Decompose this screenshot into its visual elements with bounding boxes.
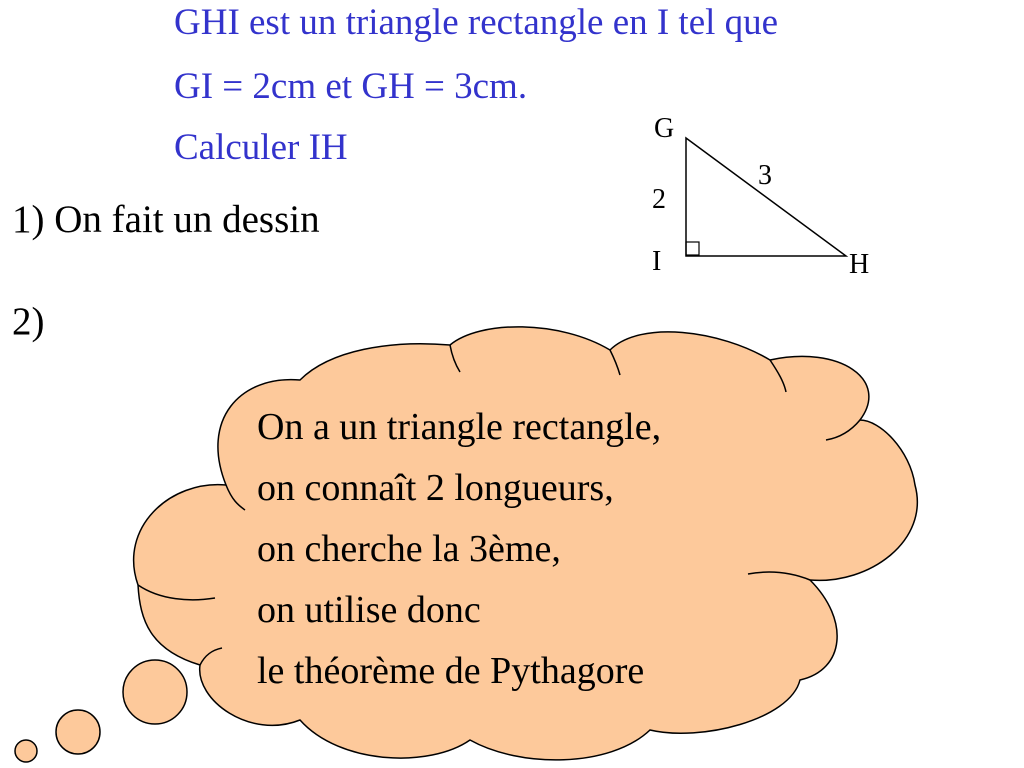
triangle-outline [686,138,846,256]
bubble-text-line-4: on utilise donc [257,589,481,631]
thought-bubble-dot-small [15,740,37,762]
side-label-gh: 3 [758,160,772,191]
bubble-text-line-3: on cherche la 3ème, [257,528,561,570]
step-1-label: 1) On fait un dessin [12,198,320,241]
thought-bubble-dot-medium [56,710,100,754]
vertex-label-h: H [849,249,870,280]
problem-line-1: GHI est un triangle rectangle en I tel que [174,2,779,43]
right-angle-marker [686,242,699,255]
bubble-text-line-1: On a un triangle rectangle, [257,406,662,448]
vertex-label-i: I [652,246,662,277]
thought-bubble-dot-large [123,660,187,724]
bubble-text-line-5: le théorème de Pythagore [257,650,645,692]
problem-line-3: Calculer IH [174,127,348,168]
problem-line-2: GI = 2cm et GH = 3cm. [174,66,528,107]
bubble-text-line-2: on connaît 2 longueurs, [257,467,614,509]
right-triangle [686,138,846,256]
step-2-label: 2) [12,300,45,343]
vertex-label-g: G [654,113,675,144]
side-label-gi: 2 [652,184,666,215]
